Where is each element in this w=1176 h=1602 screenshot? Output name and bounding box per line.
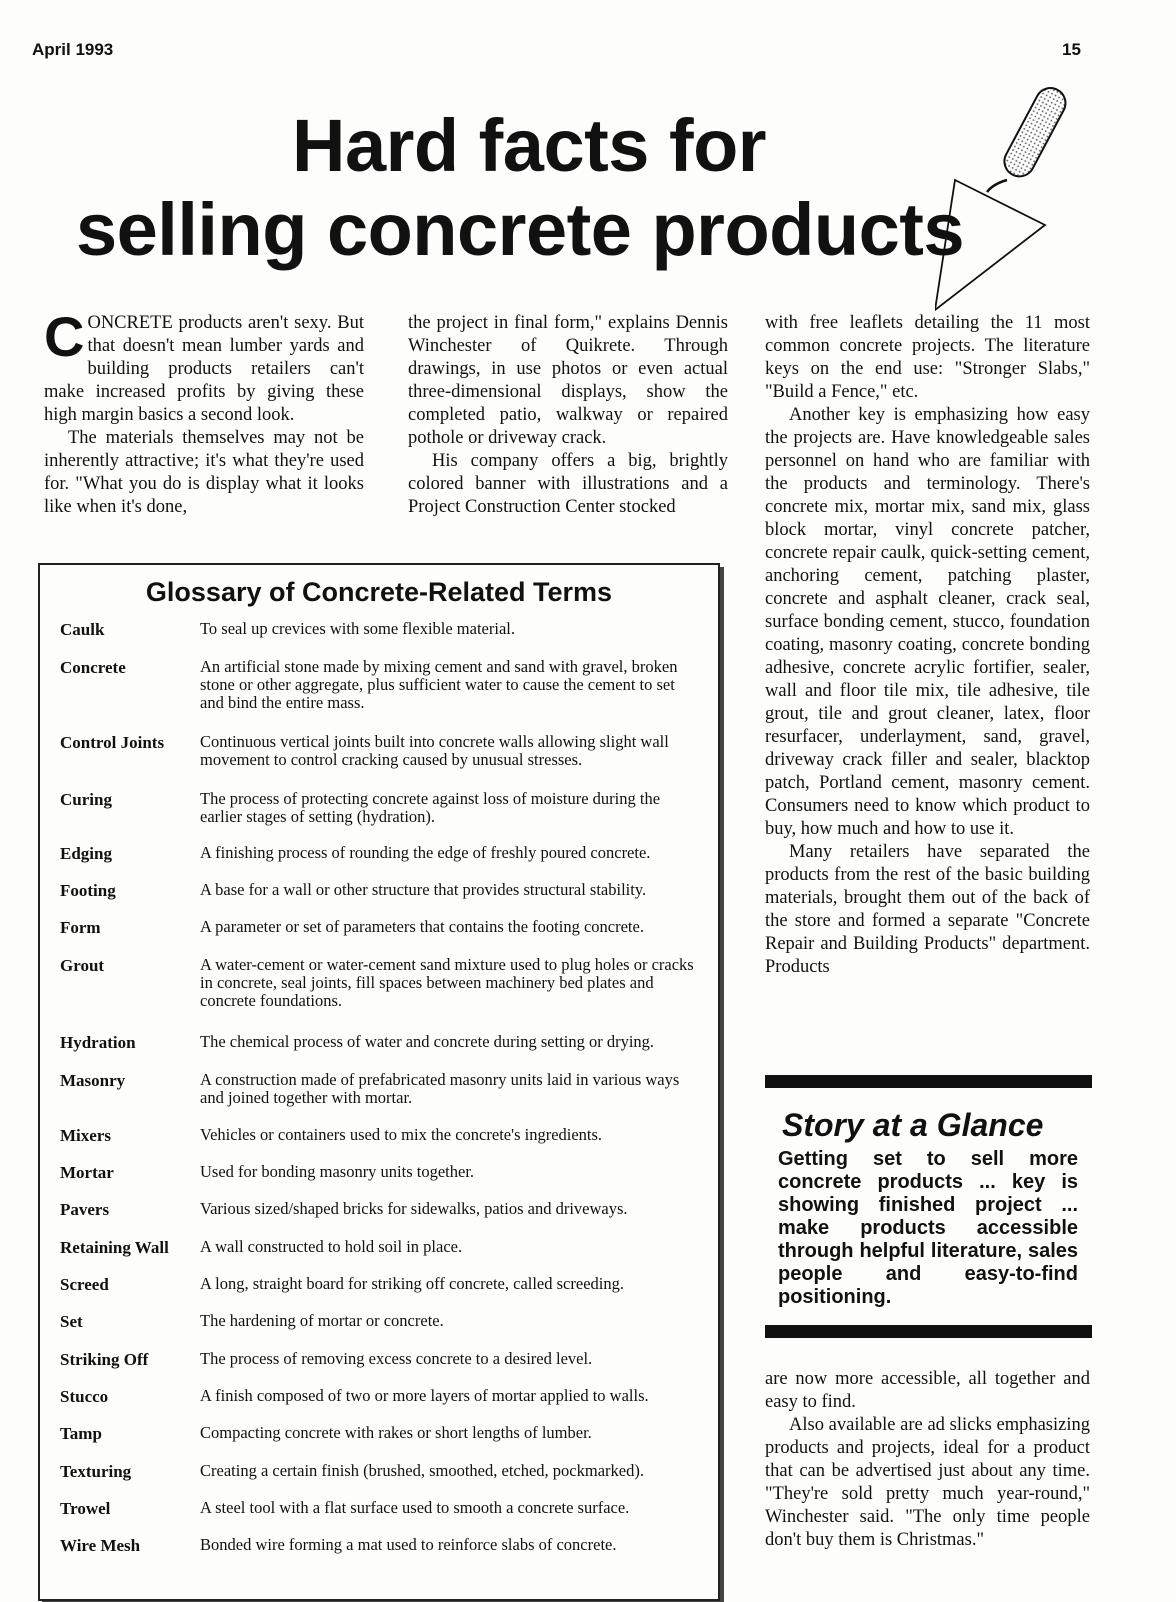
article-paragraph: with free leaflets detailing the 11 most common concrete projects. The literature keys on the end use: "Stronger Slabs," "Build a Fence," etc.: [765, 313, 1090, 402]
glossary-entry: [40, 1071, 718, 1107]
article-paragraph: Another key is emphasizing how easy the projects are. Have knowledgeable sales personnel on hand who are familiar with the products and terminology. There's concrete mix, mortar mix, sand mix, glass block mortar, vinyl concrete patcher, concrete repair caulk, quick-setting cement, anchoring cement, patching plaster, concrete and asphalt cleaner, crack seal, surface bonding cement, stucco, foundation coating, masonry coating, concrete bonding adhesive, concrete acrylic fortifier, sealer, wall and floor tile mix, tile adhesive, tile grout, tile and grout cleaner, latex, floor resurfacer, underlayment, sand, gravel, driveway crack filler and sealer, blacktop patch, Portland cement, masonry cement. Consumers need to know which product to buy, how much and how to use it.: [765, 405, 1090, 839]
glossary-term: Wire Mesh: [60, 1536, 141, 1555]
glossary-term: Set: [60, 1312, 83, 1331]
glossary-entry: [40, 918, 718, 937]
glossary-definition: Various sized/shaped bricks for sidewalks, patios and driveways.: [200, 1199, 628, 1218]
glossary-term: Texturing: [60, 1462, 132, 1481]
glossary-entry: [40, 620, 718, 639]
glossary-term: Pavers: [60, 1200, 110, 1219]
glossary-definition: The process of removing excess concrete to a desired level.: [200, 1349, 593, 1368]
glossary-term: Mortar: [60, 1163, 114, 1182]
article-column-1: [44, 305, 364, 519]
glossary-entry: [40, 1126, 718, 1145]
glossary-entry: [40, 1424, 718, 1443]
glossary-definition: An artificial stone made by mixing cement and sand with gravel, broken stone or other aggregate, plus sufficient water to cause the cement to set and bind the entire mass.: [200, 657, 678, 712]
headline-line-2: selling concrete products: [76, 188, 965, 271]
article-column-3: [765, 312, 1090, 979]
drop-cap: C: [44, 305, 85, 368]
glossary-term: Striking Off: [60, 1350, 149, 1369]
glossary-term: Retaining Wall: [60, 1238, 169, 1257]
article-paragraph: Also available are ad slicks emphasizing products and projects, ideal for a product that can be advertised just about any time. "They're sold pretty much year-round," Winchester said. "The only time people don't buy them is Christmas.": [765, 1415, 1090, 1550]
page-number: 15: [1062, 40, 1081, 59]
glossary-term: Caulk: [60, 620, 105, 639]
glossary-definition: A base for a wall or other structure that provides structural stability.: [200, 880, 647, 899]
glossary-term: Grout: [60, 956, 105, 975]
glossary-box: [38, 563, 720, 1601]
glossary-definition: The chemical process of water and concrete during setting or drying.: [200, 1032, 655, 1051]
glossary-entry: [40, 844, 718, 863]
glossary-entry: [40, 1238, 718, 1257]
sidebar-text: Getting set to sell more concrete products ... key is showing finished project ... make products accessible through helpful literature, sales people and easy-to-find positioning.: [778, 1148, 1078, 1308]
issue-date: April 1993: [32, 40, 114, 59]
sidebar-title: Story at a Glance: [782, 1107, 1044, 1143]
glossary-term: Edging: [60, 844, 112, 863]
glossary-title: Glossary of Concrete-Related Terms: [145, 577, 613, 607]
glossary-definition: A wall constructed to hold soil in place.: [200, 1237, 463, 1256]
glossary-entry: [40, 733, 718, 769]
glossary-definition: A long, straight board for striking off concrete, called screeding.: [200, 1274, 624, 1293]
glossary-entry: [40, 881, 718, 900]
sidebar-rule-bottom: [765, 1325, 1092, 1338]
glossary-term: Form: [60, 918, 101, 937]
glossary-definition: A finish composed of two or more layers of mortar applied to walls.: [200, 1386, 649, 1405]
glossary-definition: Used for bonding masonry units together.: [200, 1162, 475, 1181]
glossary-entry: [40, 658, 718, 712]
glossary-term: Control Joints: [60, 733, 165, 752]
article-column-3-continued: [765, 1368, 1090, 1552]
glossary-term: Curing: [60, 790, 112, 809]
glossary-entry: [40, 1200, 718, 1219]
headline-line-1: Hard facts for: [292, 104, 767, 187]
glossary-entry: [40, 1536, 718, 1555]
glossary-definition: To seal up crevices with some flexible material.: [200, 619, 515, 638]
article-column-2: [408, 312, 728, 519]
glossary-entry: [40, 1312, 718, 1331]
glossary-definition: A water-cement or water-cement sand mixture used to plug holes or cracks in concrete, seal joints, fill spaces between machinery bed plates and concrete foundations.: [200, 955, 694, 1010]
glossary-term: Hydration: [60, 1033, 136, 1052]
article-paragraph: Many retailers have separated the products from the rest of the basic building materials, brought them out of the back of the store and formed a separate "Concrete Repair and Building Products" department. Products: [765, 842, 1090, 977]
glossary-entry: [40, 1387, 718, 1406]
glossary-entry: [40, 1350, 718, 1369]
glossary-definition: Continuous vertical joints built into concrete walls allowing slight wall movement to control cracking caused by unusual stresses.: [200, 732, 669, 769]
glossary-definition: A finishing process of rounding the edge of freshly poured concrete.: [200, 843, 651, 862]
glossary-entry: [40, 1163, 718, 1182]
glossary-entry: [40, 1275, 718, 1294]
glossary-definition: Compacting concrete with rakes or short lengths of lumber.: [200, 1423, 592, 1442]
glossary-definition: Bonded wire forming a mat used to reinforce slabs of concrete.: [200, 1535, 617, 1554]
glossary-entry: [40, 956, 718, 1010]
glossary-definition: The hardening of mortar or concrete.: [200, 1311, 444, 1330]
glossary-term: Screed: [60, 1275, 109, 1294]
glossary-term: Trowel: [60, 1499, 111, 1518]
article-paragraph: CONCRETE products aren't sexy. But that doesn't mean lumber yards and building products retailers can't make increased profits by giving these high margin basics a second look.: [44, 305, 364, 425]
glossary-definition: The process of protecting concrete against loss of moisture during the earlier stages of setting (hydration).: [200, 789, 661, 826]
glossary-entry: [40, 790, 718, 826]
glossary-definition: A steel tool with a flat surface used to smooth a concrete surface.: [200, 1498, 630, 1517]
glossary-term: Footing: [60, 881, 116, 900]
glossary-term: Concrete: [60, 658, 126, 677]
article-paragraph: are now more accessible, all together and easy to find.: [765, 1369, 1090, 1412]
glossary-definition: A construction made of prefabricated masonry units laid in various ways and joined together with mortar.: [200, 1070, 680, 1107]
glossary-term: Stucco: [60, 1387, 109, 1406]
article-paragraph: the project in final form," explains Dennis Winchester of Quikrete. Through drawings, in use photos or even actual three-dimensional displays, show the completed patio, walkway or repaired pothole or driveway crack.: [408, 313, 728, 448]
article-paragraph: The materials themselves may not be inherently attractive; it's what they're used for. "What you do is display what it looks like when it's done,: [44, 428, 364, 517]
glossary-definition: A parameter or set of parameters that contains the footing concrete.: [200, 917, 644, 936]
glossary-term: Mixers: [60, 1126, 111, 1145]
glossary-entry: [40, 1499, 718, 1518]
sidebar-rule-top: [765, 1075, 1092, 1088]
trowel-icon: [935, 80, 1075, 315]
glossary-entry: [40, 1462, 718, 1481]
glossary-definition: Vehicles or containers used to mix the concrete's ingredients.: [200, 1125, 603, 1144]
glossary-entry: [40, 1033, 718, 1052]
glossary-definition: Creating a certain finish (brushed, smoothed, etched, pockmarked).: [200, 1461, 644, 1480]
glossary-term: Tamp: [60, 1424, 102, 1443]
glossary-term: Masonry: [60, 1071, 126, 1090]
article-paragraph: His company offers a big, brightly colored banner with illustrations and a Project Construction Center stocked: [408, 451, 728, 517]
